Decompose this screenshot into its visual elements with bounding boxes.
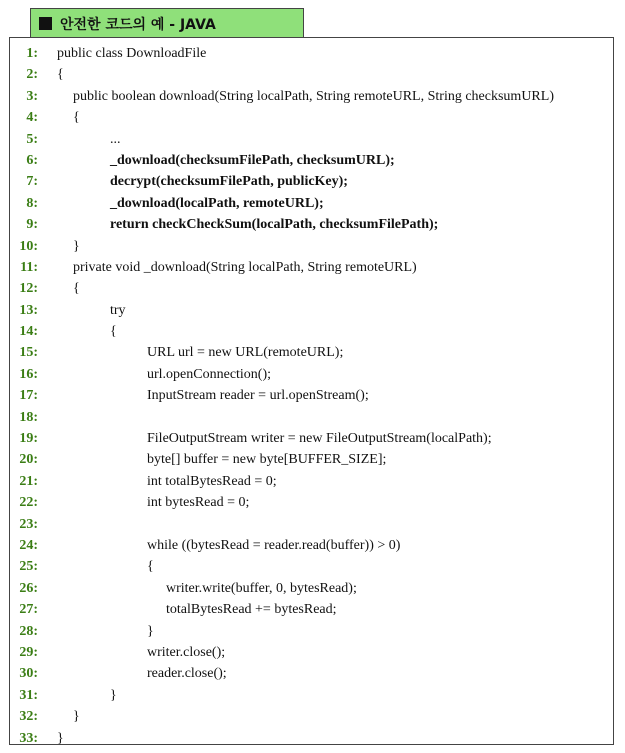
line-number: 33: <box>19 730 38 746</box>
code-text: int totalBytesRead = 0; <box>147 473 277 489</box>
code-line <box>10 364 613 385</box>
code-line <box>10 342 613 363</box>
code-line <box>10 685 613 706</box>
code-line <box>10 86 613 107</box>
line-number: 4: <box>26 110 38 126</box>
black-square-icon <box>39 17 52 30</box>
line-number: 27: <box>19 602 38 618</box>
line-number: 17: <box>19 388 38 404</box>
code-text: return checkCheckSum(localPath, checksumFilePath); <box>110 217 439 233</box>
code-text: ... <box>110 131 121 147</box>
code-text: { <box>147 559 154 575</box>
code-line <box>10 385 613 406</box>
line-number: 25: <box>19 559 38 575</box>
code-text: _download(checksumFilePath, checksumURL); <box>110 152 395 168</box>
code-line <box>10 300 613 321</box>
line-number: 12: <box>19 281 38 297</box>
code-text: _download(localPath, remoteURL); <box>110 195 324 211</box>
code-text: while ((bytesRead = reader.read(buffer)) > 0) <box>147 537 401 553</box>
code-text: { <box>110 324 117 340</box>
code-text: writer.close(); <box>147 644 226 660</box>
code-text: URL url = new URL(remoteURL); <box>147 345 344 361</box>
code-text: } <box>110 687 117 703</box>
line-number: 3: <box>26 88 38 104</box>
code-line <box>10 471 613 492</box>
line-number: 20: <box>19 452 38 468</box>
line-number: 31: <box>19 687 38 703</box>
code-line <box>10 492 613 513</box>
code-text: InputStream reader = url.openStream(); <box>147 388 369 404</box>
code-text: byte[] buffer = new byte[BUFFER_SIZE]; <box>147 452 387 468</box>
line-number: 23: <box>19 516 38 532</box>
code-line <box>10 599 613 620</box>
code-text: FileOutputStream writer = new FileOutputStream(localPath); <box>147 431 492 447</box>
line-number: 24: <box>19 537 38 553</box>
section-title-text: 안전한 코드의 예 - JAVA <box>60 16 216 33</box>
code-text: try <box>110 302 126 318</box>
section-title <box>30 8 304 38</box>
code-lines <box>10 43 613 749</box>
line-number: 5: <box>26 131 38 147</box>
code-line <box>10 43 613 64</box>
code-text: } <box>73 238 80 254</box>
code-line <box>10 642 613 663</box>
line-number: 6: <box>26 152 38 168</box>
code-line <box>10 171 613 192</box>
code-text: decrypt(checksumFilePath, publicKey); <box>110 174 348 190</box>
code-line <box>10 514 613 535</box>
code-text: { <box>73 110 80 126</box>
line-number: 13: <box>19 302 38 318</box>
code-line <box>10 663 613 684</box>
code-line <box>10 278 613 299</box>
code-text: url.openConnection(); <box>147 366 272 382</box>
line-number: 26: <box>19 580 38 596</box>
code-text: public class DownloadFile <box>57 46 207 61</box>
line-number: 11: <box>20 259 38 275</box>
code-line <box>10 556 613 577</box>
line-number: 32: <box>19 709 38 725</box>
code-line <box>10 193 613 214</box>
code-line <box>10 407 613 428</box>
line-number: 7: <box>26 174 38 190</box>
code-text: { <box>57 67 64 83</box>
line-number: 22: <box>19 495 38 511</box>
line-number: 15: <box>19 345 38 361</box>
code-line <box>10 449 613 470</box>
code-text: public boolean download(String localPath, String remoteURL, String checksumURL) <box>73 88 554 104</box>
code-text: reader.close(); <box>147 666 227 682</box>
code-text: { <box>73 281 80 297</box>
line-number: 28: <box>19 623 38 639</box>
code-text: totalBytesRead += bytesRead; <box>166 602 337 618</box>
code-line <box>10 728 613 749</box>
code-line <box>10 321 613 342</box>
code-text: writer.write(buffer, 0, bytesRead); <box>166 580 357 596</box>
code-text: private void _download(String localPath, String remoteURL) <box>73 259 417 275</box>
code-line <box>10 129 613 150</box>
code-text: int bytesRead = 0; <box>147 495 250 511</box>
code-text: } <box>57 730 64 746</box>
code-line <box>10 428 613 449</box>
line-number: 16: <box>19 366 38 382</box>
line-number: 10: <box>19 238 38 254</box>
line-number: 29: <box>19 644 38 660</box>
line-number: 21: <box>19 473 38 489</box>
line-number: 14: <box>19 324 38 340</box>
line-number: 1: <box>26 46 38 61</box>
code-listing <box>9 37 614 745</box>
code-line <box>10 621 613 642</box>
code-line <box>10 107 613 128</box>
line-number: 18: <box>19 409 38 425</box>
line-number: 9: <box>26 217 38 233</box>
line-number: 2: <box>26 67 38 83</box>
code-line <box>10 64 613 85</box>
code-line <box>10 706 613 727</box>
code-line <box>10 150 613 171</box>
code-text: } <box>147 623 154 639</box>
code-line <box>10 236 613 257</box>
code-line <box>10 535 613 556</box>
code-text: } <box>73 709 80 725</box>
code-line <box>10 257 613 278</box>
code-line <box>10 214 613 235</box>
line-number: 19: <box>19 431 38 447</box>
line-number: 8: <box>26 195 38 211</box>
line-number: 30: <box>19 666 38 682</box>
code-line <box>10 578 613 599</box>
